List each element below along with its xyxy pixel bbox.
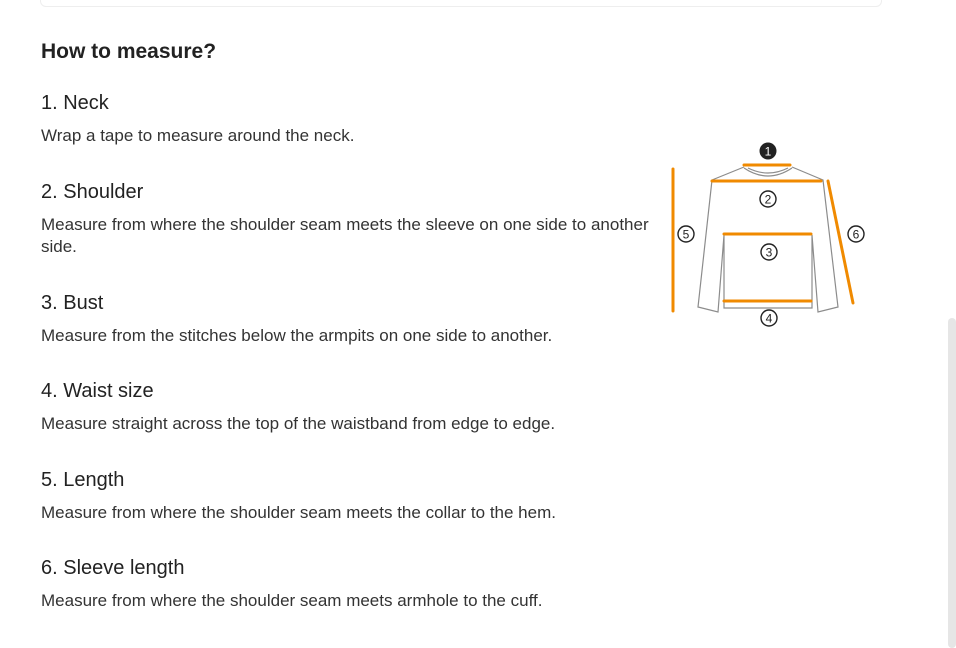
measure-item-waist — [41, 379, 651, 435]
measure-desc: Wrap a tape to measure around the neck. — [41, 126, 355, 145]
measure-title: 4. Waist size — [41, 380, 154, 402]
marker-label: 1 — [764, 144, 772, 159]
scrollbar[interactable] — [948, 318, 956, 648]
measure-title: 6. Sleeve length — [41, 557, 185, 579]
measure-title: 1. Neck — [41, 92, 109, 114]
sweater-diagram — [664, 136, 874, 336]
measure-desc: Measure from where the shoulder seam meets armhole to the cuff. — [41, 591, 543, 610]
measure-item-length — [41, 468, 651, 524]
marker-2 — [760, 191, 776, 207]
marker-3 — [761, 244, 777, 260]
measure-item-bust — [41, 291, 651, 347]
marker-label: 4 — [765, 311, 773, 326]
measure-title: 3. Bust — [41, 292, 104, 314]
marker-5 — [678, 226, 694, 242]
measure-title: 5. Length — [41, 469, 125, 491]
marker-6 — [848, 226, 864, 242]
sweater-outline — [698, 167, 838, 312]
measure-item-sleeve — [41, 556, 651, 612]
top-card — [40, 0, 882, 7]
measure-item-shoulder — [41, 180, 651, 258]
marker-label: 6 — [852, 227, 860, 242]
measure-desc: Measure from where the shoulder seam meets the sleeve on one side to another side. — [41, 215, 649, 256]
marker-label: 2 — [764, 192, 772, 207]
measure-item-neck — [41, 91, 651, 147]
marker-4 — [761, 310, 777, 326]
marker-1 — [760, 143, 777, 160]
page-title: How to measure? — [41, 40, 217, 63]
measure-desc: Measure from where the shoulder seam meets the collar to the hem. — [41, 503, 556, 522]
measure-desc: Measure from the stitches below the armpits on one side to another. — [41, 326, 553, 345]
measure-title: 2. Shoulder — [41, 181, 144, 203]
marker-label: 5 — [682, 227, 690, 242]
measure-desc: Measure straight across the top of the waistband from edge to edge. — [41, 414, 556, 433]
marker-label: 3 — [765, 245, 773, 260]
